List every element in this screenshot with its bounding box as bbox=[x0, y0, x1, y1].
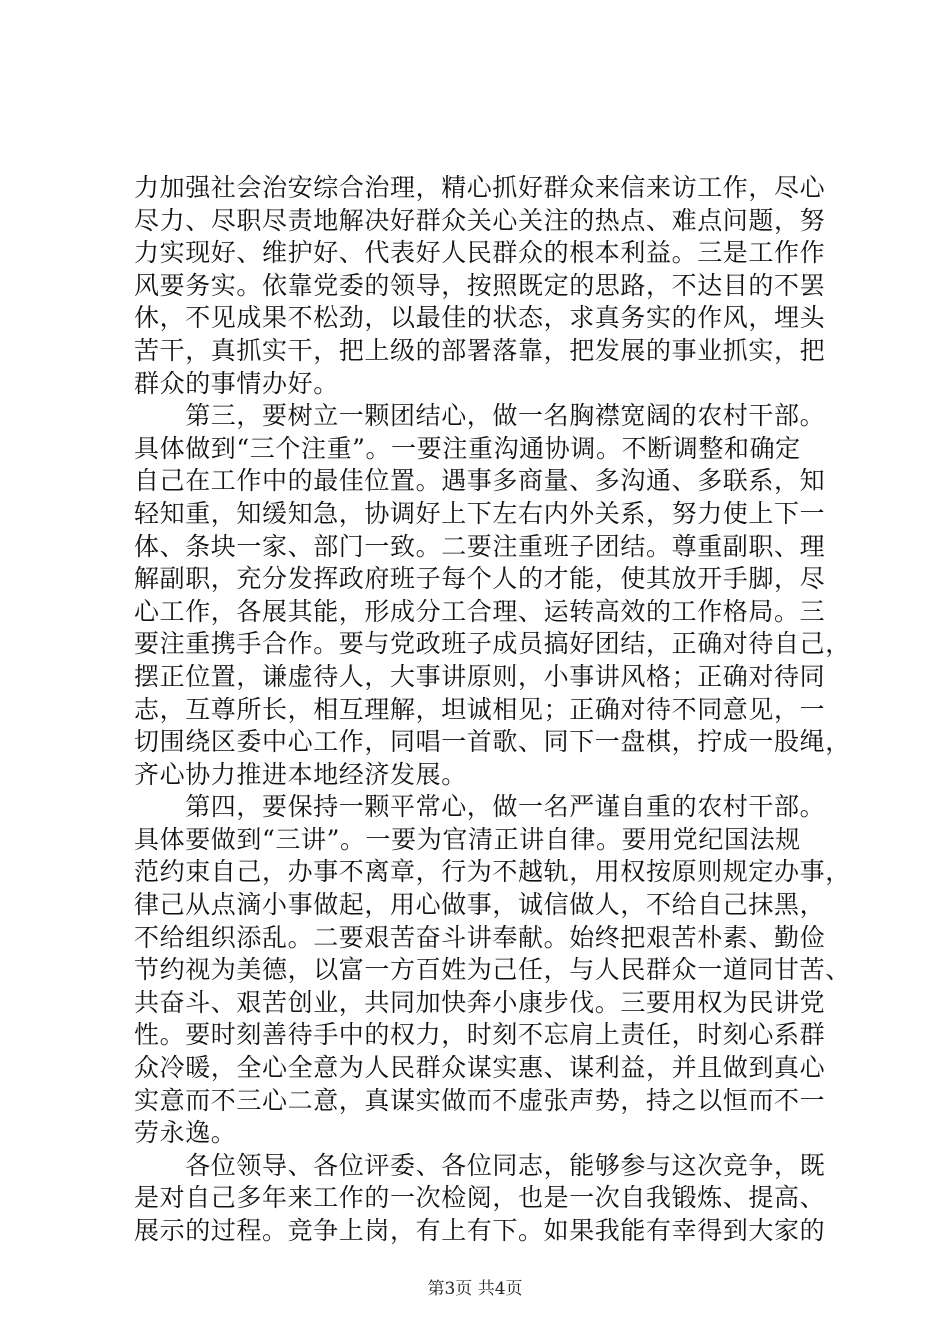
text-line: 轻知重，知缓知急，协调好上下左右内外关系，努力使上下一 bbox=[134, 498, 826, 528]
text-line: 不给组织添乱。二要艰苦奋斗讲奉献。始终把艰苦朴素、勤俭 bbox=[134, 922, 826, 952]
text-line: 律己从点滴小事做起，用心做事，诚信做人，不给自己抹黑， bbox=[134, 890, 826, 920]
text-line: 尽力、尽职尽责地解决好群众关心关注的热点、难点问题，努 bbox=[134, 205, 826, 235]
text-line: 解副职，充分发挥政府班子每个人的才能，使其放开手脚，尽 bbox=[134, 564, 826, 594]
page-number: 第3页 共4页 bbox=[427, 1279, 523, 1299]
text-line: 力加强社会治安综合治理，精心抓好群众来信来访工作，尽心 bbox=[134, 173, 826, 202]
text-line: 共奋斗、艰苦创业，共同加快奔小康步伐。三要用权为民讲党 bbox=[134, 987, 826, 1017]
text-line: 休，不见成果不松劲，以最佳的状态，求真务实的作风，埋头 bbox=[134, 303, 826, 333]
text-line: 各位领导、各位评委、各位同志，能够参与这次竞争，既 bbox=[134, 1150, 826, 1180]
text-line: 是对自己多年来工作的一次检阅，也是一次自我锻炼、提高、 bbox=[134, 1183, 826, 1213]
text-line: 摆正位置，谦虚待人，大事讲原则，小事讲风格；正确对待同 bbox=[134, 661, 826, 691]
text-line: 切围绕区委中心工作，同唱一首歌、同下一盘棋，拧成一股绳， bbox=[134, 727, 851, 757]
text-line: 第四，要保持一颗平常心，做一名严谨自重的农村干部。 bbox=[134, 792, 826, 822]
text-line: 众冷暖，全心全意为人民群众谋实惠、谋利益，并且做到真心 bbox=[134, 1053, 826, 1083]
document-body bbox=[134, 172, 851, 1248]
text-line: 志，互尊所长，相互理解，坦诚相见；正确对待不同意见，一 bbox=[134, 694, 826, 724]
text-line: 群众的事情办好。 bbox=[134, 368, 339, 398]
text-line: 风要务实。依靠党委的领导，按照既定的思路，不达目的不罢 bbox=[134, 270, 826, 300]
text-line: 实意而不三心二意，真谋实做而不虚张声势，持之以恒而不一 bbox=[134, 1085, 826, 1115]
text-line: 第三，要树立一颗团结心，做一名胸襟宽阔的农村干部。 bbox=[134, 401, 826, 431]
text-line: 心工作，各展其能，形成分工合理、运转高效的工作格局。三 bbox=[134, 596, 826, 626]
text-line: 自己在工作中的最佳位置。遇事多商量、多沟通、多联系，知 bbox=[134, 466, 826, 496]
text-line: 劳永逸。 bbox=[134, 1118, 237, 1148]
text-line: 齐心协力推进本地经济发展。 bbox=[134, 759, 467, 789]
text-line: 体、条块一家、部门一致。二要注重班子团结。尊重副职、理 bbox=[134, 531, 826, 561]
text-line: 节约视为美德，以富一方百姓为己任，与人民群众一道同甘苦、 bbox=[134, 955, 851, 985]
text-line: 范约束自己，办事不离章，行为不越轨，用权按原则规定办事， bbox=[134, 857, 851, 887]
text-line: 具体做到“三个注重”。一要注重沟通协调。不断调整和确定 bbox=[134, 433, 801, 463]
text-line: 要注重携手合作。要与党政班子成员搞好团结，正确对待自己， bbox=[134, 629, 851, 659]
text-line: 苦干，真抓实干，把上级的部署落靠，把发展的事业抓实，把 bbox=[134, 335, 826, 365]
text-line: 性。要时刻善待手中的权力，时刻不忘肩上责任，时刻心系群 bbox=[134, 1020, 826, 1050]
text-line: 力实现好、维护好、代表好人民群众的根本利益。三是工作作 bbox=[134, 238, 826, 268]
text-line: 具体要做到“三讲”。一要为官清正讲自律。要用党纪国法规 bbox=[134, 824, 801, 854]
text-line: 展示的过程。竞争上岗，有上有下。如果我能有幸得到大家的 bbox=[134, 1216, 826, 1245]
